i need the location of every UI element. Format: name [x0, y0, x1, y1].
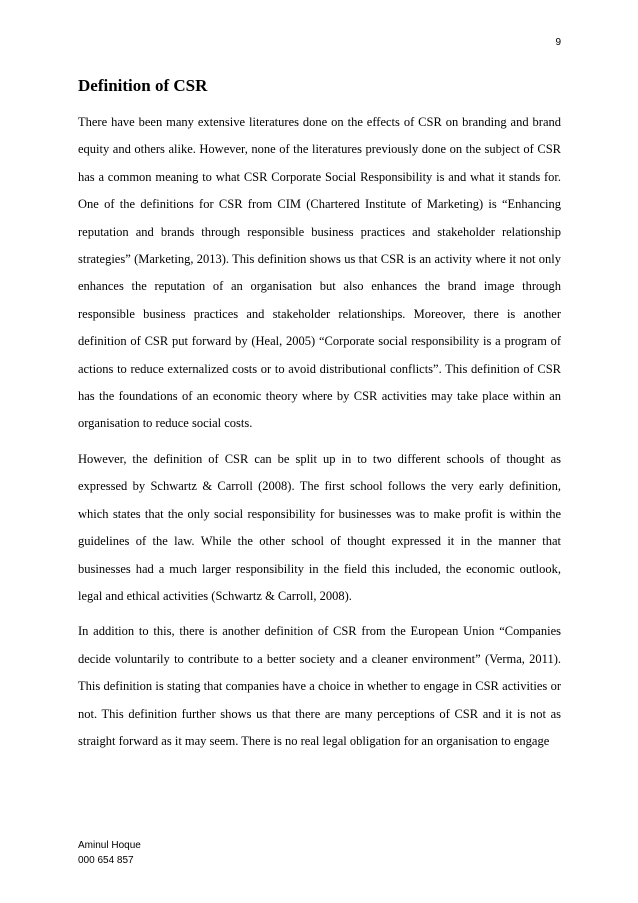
body-text	[78, 109, 561, 763]
section-heading: Definition of CSR	[78, 76, 208, 95]
paragraph-3: In addition to this, there is another definition of CSR from the European Union “Companies decide voluntarily to contribute to a better society and a cleaner environment” (Verma, 2011). This definition is stating that companies have a choice in whether to engage in CSR activities or not. This definition further shows us that there are many perceptions of CSR and it is not as straight forward as it may seem. There is no real legal obligation for an organisation to engage	[78, 624, 561, 748]
page-number: 9	[555, 37, 561, 48]
paragraph-2: However, the definition of CSR can be split up in to two different schools of thought as expressed by Schwartz & Carroll (2008). The first school follows the very early definition, which states that the only social responsibility for businesses was to make profit is within the guidelines of the law. While the other school of thought expressed it in the manner that businesses had a much larger responsibility in the field this included, the economic outlook, legal and ethical activities (Schwartz & Carroll, 2008).	[78, 451, 561, 603]
footer	[78, 838, 141, 868]
footer-id: 000 654 857	[78, 855, 134, 866]
paragraph-1: There have been many extensive literatures done on the effects of CSR on branding and brand equity and others alike. However, none of the literatures previously done on the subject of CSR has a common meaning to what CSR Corporate Social Responsibility is and what it stands for. One of the definitions for CSR from CIM (Chartered Institute of Marketing) is “Enhancing reputation and brands through responsible business practices and stakeholder relationship strategies” (Marketing, 2013). This definition shows us that CSR is an activity where it not only enhances the reputation of an organisation but also enhances the brand image through responsible business practices and stakeholder relationships. Moreover, there is another definition of CSR put forward by (Heal, 2005) “Corporate social responsibility is a program of actions to reduce externalized costs or to avoid distributional conflicts”. This definition of CSR has the foundations of an economic theory where by CSR activities may take place within an organisation to reduce social costs.	[78, 115, 561, 431]
footer-author: Aminul Hoque	[78, 840, 141, 851]
